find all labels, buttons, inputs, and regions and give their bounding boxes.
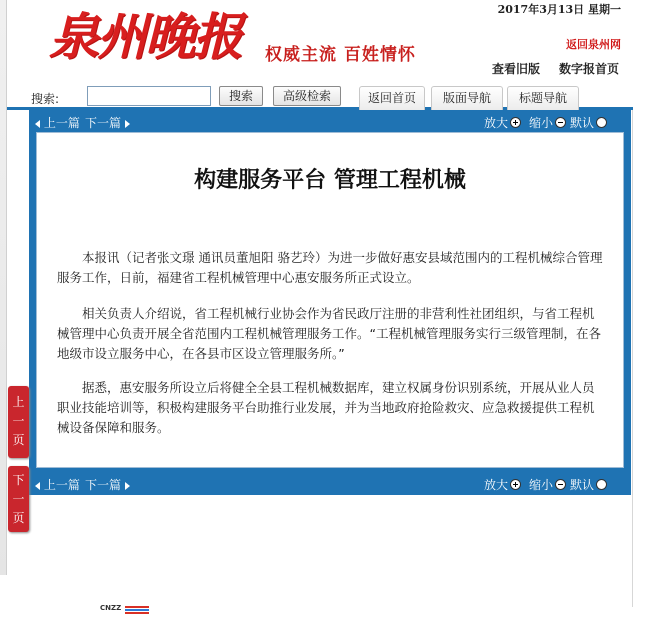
plus-circle-icon [510, 479, 521, 490]
cnzz-counter-badge[interactable] [100, 604, 150, 616]
prev-page-char: 上 [12, 395, 25, 409]
zoom-in-button-bottom[interactable] [484, 476, 521, 493]
search-bar [7, 82, 633, 110]
prev-article-label: 上一篇 [43, 116, 80, 130]
return-site-link[interactable]: 返回泉州网 [566, 38, 621, 51]
prev-article-label: 上一篇 [43, 478, 80, 492]
next-article-label: 下一篇 [85, 116, 122, 130]
zoom-default-button[interactable] [570, 114, 607, 131]
next-page-char: 一 [12, 492, 25, 506]
digital-home-link[interactable]: 数字报首页 [559, 62, 620, 76]
article-body [36, 132, 624, 468]
search-input[interactable] [87, 86, 211, 106]
zoom-in-label: 放大 [484, 478, 509, 492]
old-version-link[interactable]: 查看旧版 [492, 62, 541, 76]
prev-article-link[interactable] [35, 114, 80, 131]
top-toolbar [29, 110, 631, 132]
slogan: 权威主流 百姓情怀 [265, 45, 416, 65]
next-article-label: 下一篇 [85, 478, 122, 492]
zoom-out-button-bottom[interactable] [529, 476, 566, 493]
prev-article-link-bottom[interactable] [35, 476, 80, 493]
advanced-search-button[interactable]: 高级检索 [273, 86, 341, 106]
tab-title-nav[interactable]: 标题导航 [507, 86, 579, 110]
next-page-char: 下 [12, 473, 25, 487]
triangle-left-icon [35, 120, 40, 128]
next-article-link-bottom[interactable] [85, 476, 130, 493]
circle-icon [596, 479, 607, 490]
zoom-in-button[interactable] [484, 114, 521, 131]
triangle-right-icon [125, 120, 130, 128]
article-frame [29, 110, 631, 495]
tab-layout-nav[interactable]: 版面导航 [431, 86, 503, 110]
zoom-default-label: 默认 [570, 478, 595, 492]
bottom-toolbar [29, 472, 631, 494]
left-strip [0, 0, 7, 575]
prev-page-char: 页 [12, 433, 25, 447]
next-page-char: 页 [12, 511, 25, 525]
article-paragraph-2: 相关负责人介绍说，省工程机械行业协会作为省民政厅注册的非营利性社团组织，与省工程机械管理中心负责开展全省范围内工程机械管理服务工作。“工程机械管理服务实行三级管理制，在各地级市设立服务中心，在各县市区设立管理服务所。” [57, 306, 601, 361]
next-article-link[interactable] [85, 114, 130, 131]
tab-return-home[interactable]: 返回首页 [359, 86, 425, 110]
zoom-out-button[interactable] [529, 114, 566, 131]
triangle-left-icon [35, 482, 40, 490]
article-title: 构建服务平台 管理工程机械 [194, 167, 466, 193]
zoom-out-label: 缩小 [529, 116, 554, 130]
search-button[interactable]: 搜索 [219, 86, 263, 106]
newspaper-logo[interactable]: 泉州晚报 [49, 7, 241, 66]
zoom-default-label: 默认 [570, 116, 595, 130]
prev-page-tab[interactable] [8, 386, 29, 458]
minus-circle-icon [555, 479, 566, 490]
article-paragraph-1: 本报讯（记者张文璟 通讯员董旭阳 骆艺玲）为进一步做好惠安县域范围内的工程机械综合管理服务工作，日前，福建省工程机械管理中心惠安服务所正式设立。 [57, 250, 603, 285]
article-paragraph-3: 据悉，惠安服务所设立后将健全全县工程机械数据库，建立权属身份识别系统，开展从业人员职业技能培训等，积极构建服务平台助推行业发展，并为当地政府抢险救灾、应急救援提供工程机械设备保障和服务。 [57, 380, 595, 435]
masthead [7, 0, 633, 82]
minus-circle-icon [555, 117, 566, 128]
prev-page-char: 一 [12, 414, 25, 428]
cnzz-label: CNZZ [100, 604, 122, 612]
circle-icon [596, 117, 607, 128]
zoom-out-label: 缩小 [529, 478, 554, 492]
zoom-default-button-bottom[interactable] [570, 476, 607, 493]
next-page-tab[interactable] [8, 466, 29, 532]
triangle-right-icon [125, 482, 130, 490]
search-label: 搜索: [31, 92, 60, 106]
zoom-in-label: 放大 [484, 116, 509, 130]
issue-date: 2017年3月13日 星期一 [497, 3, 621, 16]
stats-bars-icon [125, 606, 149, 614]
plus-circle-icon [510, 117, 521, 128]
